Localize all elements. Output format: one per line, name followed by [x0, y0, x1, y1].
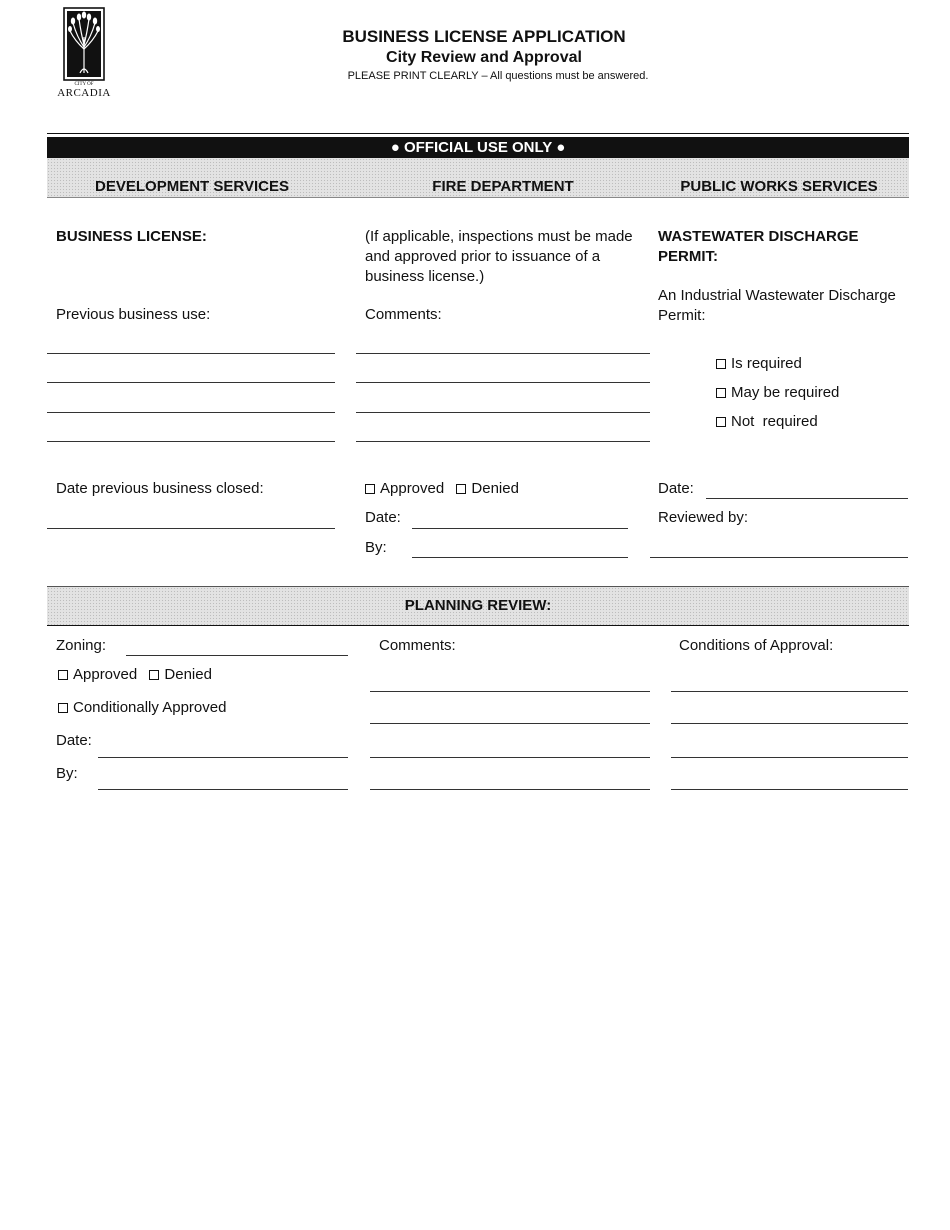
permit-not-required-option [716, 412, 818, 432]
permit-maybe-label: May be required [731, 384, 840, 401]
form-title: BUSINESS LICENSE APPLICATION [342, 27, 626, 46]
official-use-banner [47, 137, 909, 158]
fire-by-label: By: [365, 539, 387, 556]
previous-use-label: Previous business use: [56, 306, 211, 323]
logo-arcadia: ARCADIA [57, 87, 111, 99]
previous-use-line-3[interactable] [47, 412, 335, 413]
logo-city-of: CITY OF [74, 82, 94, 87]
fire-inspection-note: (If applicable, inspections must be made and approved prior to issuance of a business license.) [365, 228, 633, 285]
bullet-left-icon: ● [390, 139, 400, 156]
fire-comments-line-3[interactable] [356, 412, 650, 413]
planning-approved-label: Approved [73, 666, 138, 683]
previous-use-line-4[interactable] [47, 441, 335, 442]
fire-by-line[interactable] [412, 557, 628, 558]
permit-not-required-checkbox[interactable] [716, 417, 726, 427]
permit-required-option [716, 354, 802, 374]
fire-denied-checkbox[interactable] [456, 484, 466, 494]
permit-required-label: Is required [731, 355, 802, 372]
fire-date-line[interactable] [412, 528, 628, 529]
fire-comments-line-2[interactable] [356, 382, 650, 383]
pw-reviewed-label: Reviewed by: [658, 509, 749, 526]
planning-denied-label: Denied [164, 666, 212, 683]
pw-date-line[interactable] [706, 498, 908, 499]
planning-approved-checkbox[interactable] [58, 670, 68, 680]
bullet-right-icon: ● [556, 139, 566, 156]
zoning-label: Zoning: [56, 637, 107, 654]
pw-reviewed-line[interactable] [650, 557, 908, 558]
fire-comments-line-1[interactable] [356, 353, 650, 354]
banner-text: OFFICIAL USE ONLY [403, 139, 553, 156]
zoning-line[interactable] [126, 655, 348, 656]
conditional-approved-checkbox[interactable] [58, 703, 68, 713]
header-dev-services: DEVELOPMENT SERVICES [95, 178, 289, 195]
permit-maybe-checkbox[interactable] [716, 388, 726, 398]
planning-denied-checkbox[interactable] [149, 670, 159, 680]
form-subtitle: City Review and Approval [386, 49, 582, 66]
previous-use-line-2[interactable] [47, 382, 335, 383]
date-closed-line[interactable] [47, 528, 335, 529]
planning-by-line[interactable] [98, 789, 348, 790]
planning-comments-line-4[interactable] [370, 789, 650, 790]
planning-date-line[interactable] [98, 757, 348, 758]
header-public-works: PUBLIC WORKS SERVICES [680, 178, 878, 195]
conditions-line-2[interactable] [671, 723, 908, 724]
planning-review-heading: PLANNING REVIEW: [404, 597, 552, 614]
wastewater-description: An Industrial Wastewater Discharge Permit: [658, 287, 896, 324]
fire-approval-row [365, 479, 519, 499]
date-closed-label: Date previous business closed: [56, 480, 264, 497]
fire-date-label: Date: [365, 509, 401, 526]
permit-required-checkbox[interactable] [716, 359, 726, 369]
header-fire-department: FIRE DEPARTMENT [432, 178, 574, 195]
previous-use-line-1[interactable] [47, 353, 335, 354]
conditions-label: Conditions of Approval: [679, 637, 834, 654]
banner-top-rule [47, 133, 909, 134]
wastewater-heading: WASTEWATER DISCHARGE PERMIT: [658, 228, 859, 265]
planning-comments-line-1[interactable] [370, 691, 650, 692]
permit-maybe-option [716, 383, 839, 403]
fire-comments-line-4[interactable] [356, 441, 650, 442]
planning-comments-line-3[interactable] [370, 757, 650, 758]
planning-approval-row [58, 665, 212, 685]
fire-comments-label: Comments: [365, 306, 442, 323]
conditional-approval-row [58, 698, 226, 718]
fire-approved-label: Approved [380, 480, 445, 497]
form-instruction: PLEASE PRINT CLEARLY – All questions must be answered. [347, 70, 649, 82]
conditions-line-3[interactable] [671, 757, 908, 758]
planning-date-label: Date: [56, 732, 92, 749]
fire-denied-label: Denied [471, 480, 519, 497]
fire-approved-checkbox[interactable] [365, 484, 375, 494]
conditional-approved-label: Conditionally Approved [73, 699, 227, 716]
planning-comments-label: Comments: [379, 637, 456, 654]
business-license-heading: BUSINESS LICENSE: [56, 228, 207, 245]
planning-by-label: By: [56, 765, 78, 782]
permit-not-required-label: Not required [731, 413, 818, 430]
conditions-line-1[interactable] [671, 691, 908, 692]
conditions-line-4[interactable] [671, 789, 908, 790]
planning-comments-line-2[interactable] [370, 723, 650, 724]
pw-date-label: Date: [658, 480, 694, 497]
